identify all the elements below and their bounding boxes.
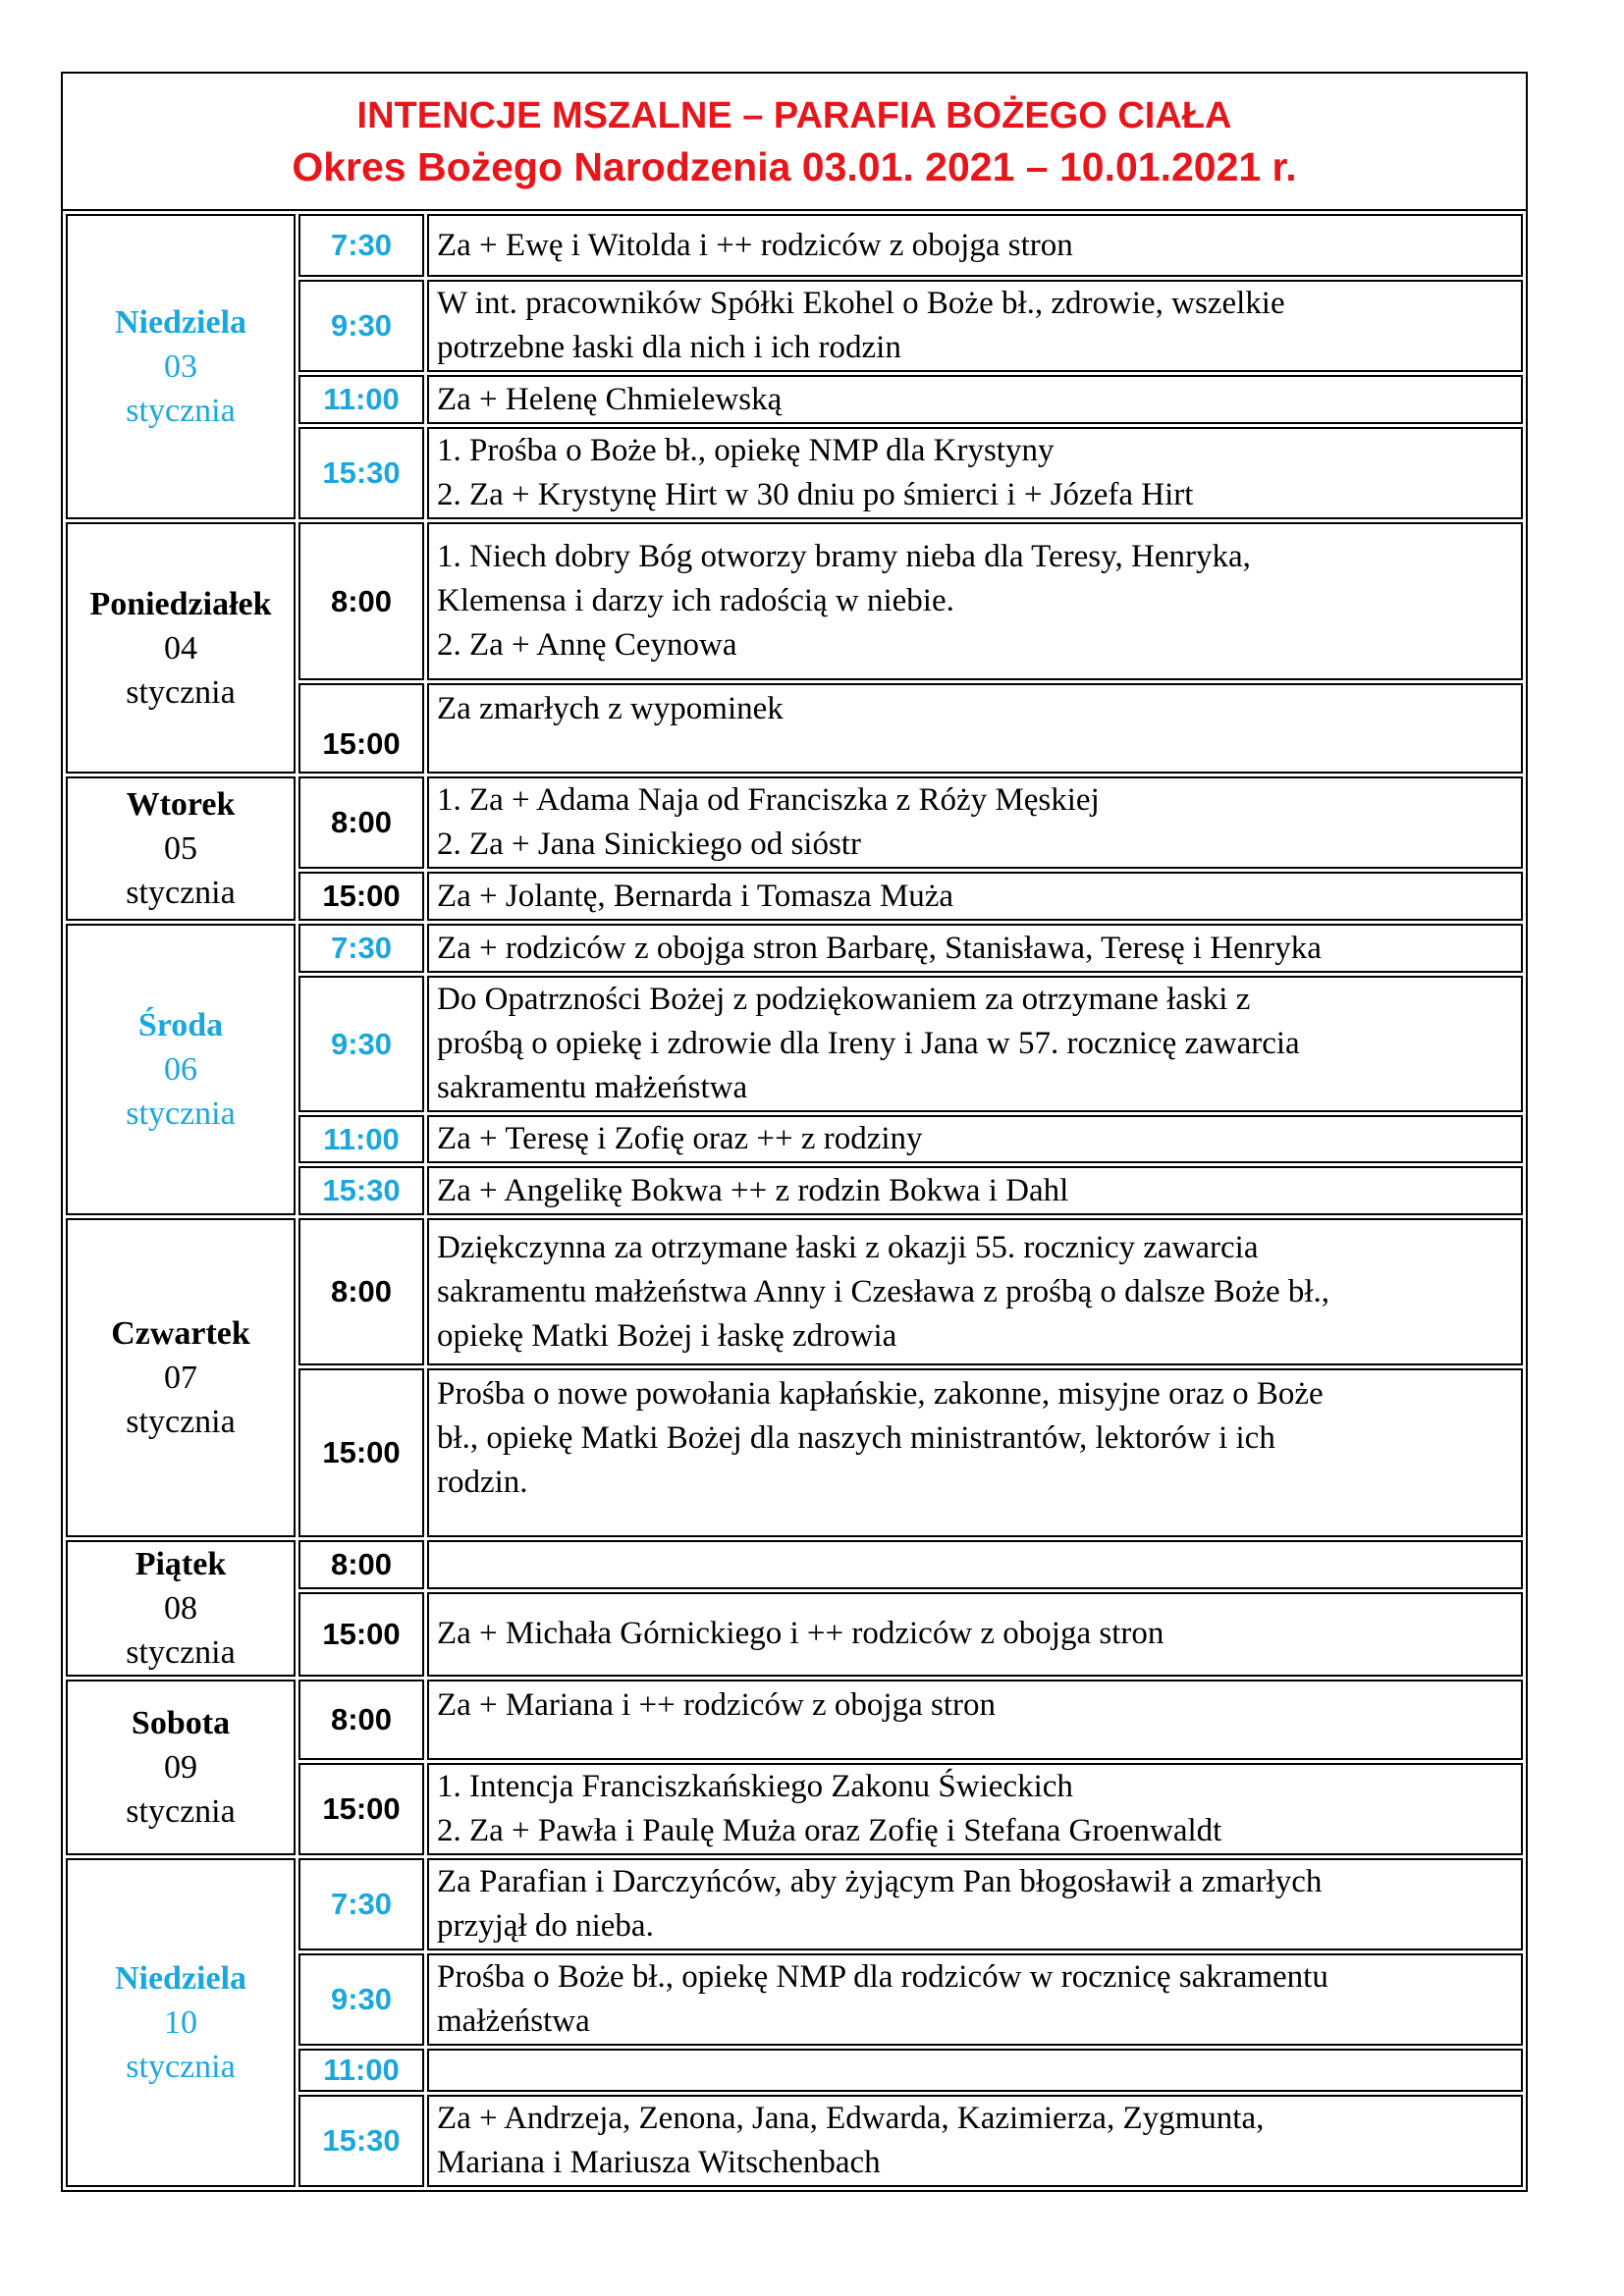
day-month: stycznia (126, 393, 236, 429)
day-name: Czwartek (111, 1315, 250, 1352)
day-name: Piątek (135, 1546, 227, 1582)
mass-intention (427, 1166, 1523, 1215)
mass-intention (427, 872, 1523, 921)
table-row (66, 1540, 1523, 1589)
mass-time: 8:00 (298, 1540, 424, 1589)
day-number: 10 (164, 2004, 197, 2041)
mass-time: 15:00 (298, 872, 424, 921)
table-row (66, 1858, 1523, 1950)
mass-time: 11:00 (298, 2049, 424, 2092)
mass-intention (427, 2049, 1523, 2092)
mass-time: 15:00 (298, 1763, 424, 1855)
day-month: stycznia (126, 1095, 236, 1132)
intention-line: bł., opiekę Matki Bożej dla naszych ministrantów, lektorów i ich (437, 1420, 1275, 1456)
intentions-sheet (61, 72, 1528, 2192)
mass-intention (427, 2095, 1523, 2187)
mass-time: 9:30 (298, 280, 424, 372)
day-month: stycznia (126, 1793, 236, 1830)
day-cell (66, 1540, 296, 1677)
intention-line: rodzin. (437, 1465, 528, 1500)
mass-intention (427, 1218, 1523, 1365)
intention-line: 1. Prośba o Boże bł., opiekę NMP dla Krystyny (437, 433, 1055, 468)
mass-intention (427, 1368, 1523, 1537)
day-cell (66, 1218, 296, 1537)
mass-time: 15:30 (298, 1166, 424, 1215)
day-cell (66, 1858, 296, 2187)
day-number: 09 (164, 1749, 197, 1786)
intention-line: Za + Jolantę, Bernarda i Tomasza Muża (437, 878, 954, 914)
intention-line: Prośba o Boże bł., opiekę NMP dla rodziców w rocznicę sakramentu (437, 1959, 1328, 1995)
mass-intention (427, 1540, 1523, 1589)
mass-intention (427, 280, 1523, 372)
day-number: 06 (164, 1051, 197, 1088)
mass-time: 8:00 (298, 1218, 424, 1365)
day-month: stycznia (126, 2049, 236, 2085)
day-name: Niedziela (114, 304, 247, 341)
mass-intention (427, 1953, 1523, 2046)
intention-line: Za + Teresę i Zofię oraz ++ z rodziny (437, 1121, 923, 1156)
intention-line: przyjął do nieba. (437, 1908, 654, 1944)
day-number: 03 (164, 348, 197, 385)
page-title: INTENCJE MSZALNE – PARAFIA BOŻEGO CIAŁA (356, 95, 1232, 136)
mass-time: 8:00 (298, 776, 424, 869)
intention-line: 2. Za + Pawła i Paulę Muża oraz Zofię i Stefana Groenwaldt (437, 1813, 1222, 1848)
intention-line: 2. Za + Krystynę Hirt w 30 dniu po śmierci i + Józefa Hirt (437, 477, 1194, 512)
day-name: Sobota (131, 1705, 231, 1741)
table-row (66, 1218, 1523, 1365)
table-row (66, 1680, 1523, 1760)
day-number: 07 (164, 1360, 197, 1396)
mass-time: 15:30 (298, 2095, 424, 2187)
page-subtitle: Okres Bożego Narodzenia 03.01. 2021 – 10.01.2021 r. (292, 144, 1297, 189)
mass-time: 15:00 (298, 1368, 424, 1537)
day-name: Środa (137, 1007, 224, 1043)
day-cell (66, 522, 296, 774)
mass-time: 15:00 (298, 1592, 424, 1677)
intention-line: Za + Andrzeja, Zenona, Jana, Edwarda, Kazimierza, Zygmunta, (437, 2101, 1265, 2136)
mass-time: 11:00 (298, 375, 424, 424)
table-row (66, 924, 1523, 973)
intention-line: Za + Angelikę Bokwa ++ z rodzin Bokwa i Dahl (437, 1172, 1069, 1208)
intention-line: 1. Niech dobry Bóg otworzy bramy nieba dla Teresy, Henryka, (437, 539, 1251, 574)
mass-intention (427, 375, 1523, 424)
day-cell (66, 776, 296, 921)
day-name: Poniedziałek (89, 585, 272, 622)
day-month: stycznia (126, 1634, 236, 1671)
intention-line: Mariana i Mariusza Witschenbach (437, 2145, 881, 2180)
day-name: Niedziela (114, 1960, 247, 1997)
mass-intention (427, 522, 1523, 680)
intention-line: Za + Michała Górnickiego i ++ rodziców z obojga stron (437, 1616, 1164, 1652)
mass-intention (427, 1858, 1523, 1950)
intention-line: opiekę Matki Bożej i łaskę zdrowia (437, 1317, 897, 1354)
mass-time: 15:30 (298, 427, 424, 519)
table-row (66, 214, 1523, 277)
intention-line: 1. Za + Adama Naja od Franciszka z Róży Męskiej (437, 782, 1100, 818)
mass-intention (427, 1680, 1523, 1760)
mass-intention (427, 1592, 1523, 1677)
day-cell (66, 214, 296, 519)
intention-line: W int. pracowników Spółki Ekohel o Boże bł., zdrowie, wszelkie (437, 286, 1285, 321)
mass-time: 9:30 (298, 1953, 424, 2046)
mass-time: 9:30 (298, 976, 424, 1112)
mass-intention (427, 1763, 1523, 1855)
intention-line: sakramentu małżeństwa Anny i Czesława z prośbą o dalsze Boże bł., (437, 1273, 1330, 1309)
intention-line: Za + Mariana i ++ rodziców z obojga stron (437, 1687, 996, 1723)
intention-line: małżeństwa (437, 2003, 590, 2039)
mass-intention (427, 776, 1523, 869)
mass-intention (427, 1115, 1523, 1163)
intention-line: Klemensa i darzy ich radością w niebie. (437, 583, 954, 618)
table-row (66, 776, 1523, 869)
day-number: 05 (164, 830, 197, 867)
title-box (63, 74, 1526, 211)
intention-line: prośbą o opiekę i zdrowie dla Ireny i Jana w 57. rocznicę zawarcia (437, 1026, 1300, 1061)
intention-line: Za + Helenę Chmielewską (437, 381, 783, 417)
mass-time: 11:00 (298, 1115, 424, 1163)
intention-line: Za zmarłych z wypominek (437, 691, 784, 726)
table-row (66, 522, 1523, 680)
intentions-table (63, 211, 1526, 2190)
intention-line: Za Parafian i Darczyńców, aby żyjącym Pan błogosławił a zmarłych (437, 1864, 1323, 1899)
mass-time: 7:30 (298, 924, 424, 973)
day-month: stycznia (126, 1404, 236, 1440)
day-number: 08 (164, 1590, 197, 1627)
mass-intention (427, 976, 1523, 1112)
intention-line: 2. Za + Jana Sinickiego od sióstr (437, 827, 861, 862)
mass-intention (427, 683, 1523, 774)
mass-time: 8:00 (298, 1680, 424, 1760)
day-number: 04 (164, 629, 197, 667)
intention-line: Prośba o nowe powołania kapłańskie, zakonne, misyjne oraz o Boże (437, 1376, 1324, 1412)
intention-line: Do Opatrzności Bożej z podziękowaniem za otrzymane łaski z (437, 982, 1251, 1017)
intention-line: 1. Intencja Franciszkańskiego Zakonu Świeckich (437, 1769, 1073, 1804)
day-name: Wtorek (126, 786, 236, 823)
day-month: stycznia (126, 673, 236, 711)
intention-line: sakramentu małżeństwa (437, 1070, 748, 1105)
intention-line: potrzebne łaski dla nich i ich rodzin (437, 330, 901, 365)
mass-intention (427, 924, 1523, 973)
mass-time: 8:00 (298, 522, 424, 680)
mass-intention (427, 214, 1523, 277)
day-cell (66, 1680, 296, 1855)
mass-time: 7:30 (298, 1858, 424, 1950)
day-cell (66, 924, 296, 1215)
intention-line: 2. Za + Annę Ceynowa (437, 627, 737, 663)
intention-line: Za + rodziców z obojga stron Barbarę, Stanisława, Teresę i Henryka (437, 930, 1322, 966)
mass-time: 15:00 (298, 683, 424, 774)
mass-time: 7:30 (298, 214, 424, 277)
intention-line: Dziękczynna za otrzymane łaski z okazji 55. rocznicy zawarcia (437, 1229, 1259, 1265)
intention-line: Za + Ewę i Witolda i ++ rodziców z obojga stron (437, 227, 1073, 263)
mass-intention (427, 427, 1523, 519)
day-month: stycznia (126, 875, 236, 911)
